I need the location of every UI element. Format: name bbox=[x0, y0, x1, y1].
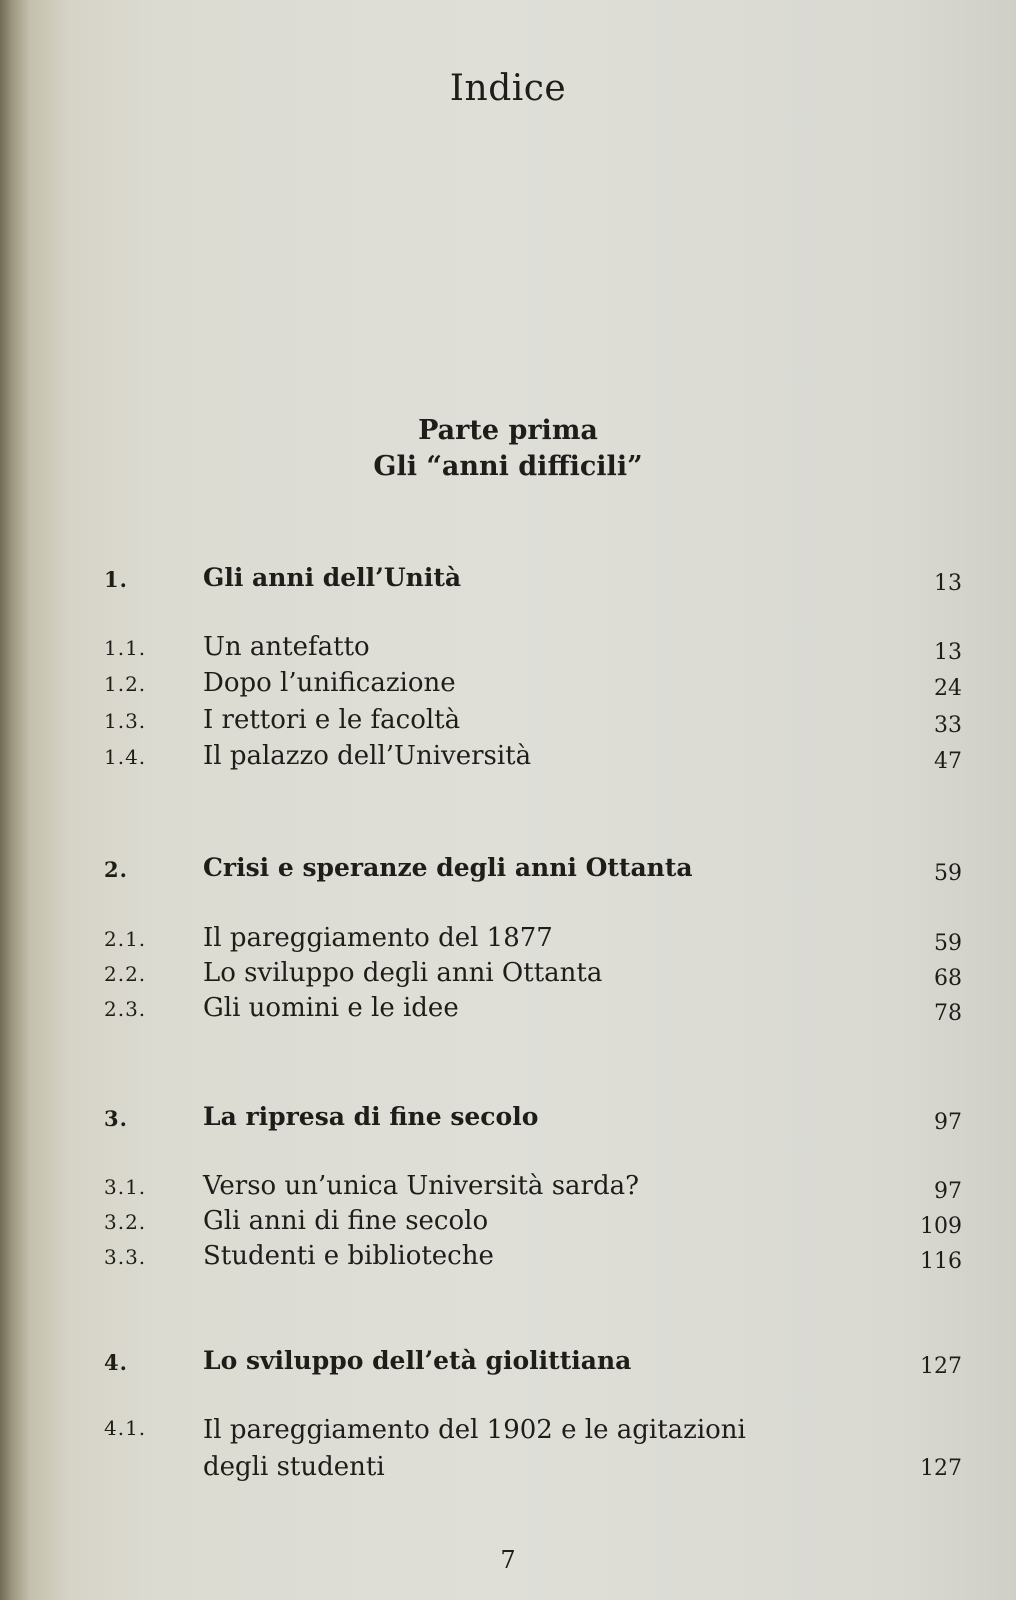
toc-chapter[interactable] bbox=[0, 1346, 1016, 1382]
section-title: Dopo l’unificazione bbox=[203, 668, 456, 698]
section-number: 2.3. bbox=[104, 997, 147, 1021]
part-label: Parte prima bbox=[418, 415, 598, 446]
page-number: 97 bbox=[934, 1110, 962, 1135]
chapter-title: Gli anni dell’Unità bbox=[203, 563, 462, 592]
page-number: 13 bbox=[934, 571, 962, 596]
page-number: 68 bbox=[934, 966, 962, 991]
toc-section[interactable] bbox=[0, 993, 1016, 1029]
section-number: 1.3. bbox=[104, 709, 147, 733]
toc-chapter[interactable] bbox=[0, 563, 1016, 599]
section-title: Gli anni di fine secolo bbox=[203, 1206, 489, 1236]
section-number: 3.2. bbox=[104, 1210, 147, 1234]
page-number: 33 bbox=[934, 713, 962, 738]
section-number: 1.4. bbox=[104, 745, 147, 769]
section-title: Gli uomini e le idee bbox=[203, 993, 459, 1023]
page-number: 78 bbox=[934, 1001, 962, 1026]
section-number: 3.3. bbox=[104, 1245, 147, 1269]
toc-section[interactable] bbox=[0, 958, 1016, 994]
section-title: Il pareggiamento del 1877 bbox=[203, 923, 553, 953]
chapter-title: Crisi e speranze degli anni Ottanta bbox=[203, 853, 693, 882]
section-number: 1.2. bbox=[104, 672, 147, 696]
toc-section[interactable] bbox=[0, 1206, 1016, 1242]
section-title: Il pareggiamento del 1902 e le agitazioni degli studenti bbox=[203, 1415, 746, 1482]
section-title: Il palazzo dell’Università bbox=[203, 741, 532, 771]
page-number: 59 bbox=[934, 861, 962, 886]
section-title: Un antefatto bbox=[203, 632, 370, 662]
toc-chapter[interactable] bbox=[0, 853, 1016, 889]
chapter-title: La ripresa di fine secolo bbox=[203, 1102, 539, 1131]
section-title: Verso un’unica Università sarda? bbox=[203, 1171, 640, 1201]
page-number: 127 bbox=[920, 1456, 962, 1481]
chapter-number: 4. bbox=[104, 1350, 128, 1375]
toc-section[interactable] bbox=[0, 668, 1016, 704]
page-number: 13 bbox=[934, 640, 962, 665]
toc-section[interactable] bbox=[0, 705, 1016, 741]
page-number: 47 bbox=[934, 749, 962, 774]
section-number: 3.1. bbox=[104, 1175, 147, 1199]
page-folio: 7 bbox=[500, 1546, 516, 1574]
section-title: Lo sviluppo degli anni Ottanta bbox=[203, 958, 603, 988]
page-number: 59 bbox=[934, 931, 962, 956]
section-number: 1.1. bbox=[104, 636, 147, 660]
page-number: 24 bbox=[934, 676, 962, 701]
chapter-number: 3. bbox=[104, 1106, 128, 1131]
section-title: Studenti e biblioteche bbox=[203, 1241, 494, 1271]
chapter-number: 1. bbox=[104, 567, 128, 592]
chapter-title: Lo sviluppo dell’età giolittiana bbox=[203, 1346, 632, 1375]
page-number: 116 bbox=[920, 1249, 962, 1274]
toc-section[interactable] bbox=[0, 632, 1016, 668]
toc-section[interactable] bbox=[0, 923, 1016, 959]
toc-section[interactable] bbox=[0, 1241, 1016, 1277]
section-number: 2.2. bbox=[104, 962, 147, 986]
toc-section[interactable] bbox=[0, 741, 1016, 777]
toc-section[interactable] bbox=[0, 1412, 1016, 1488]
toc-chapter[interactable] bbox=[0, 1102, 1016, 1138]
page-title: Indice bbox=[449, 68, 567, 110]
page-number: 127 bbox=[920, 1354, 962, 1379]
section-title: I rettori e le facoltà bbox=[203, 705, 461, 735]
toc-section[interactable] bbox=[0, 1171, 1016, 1207]
part-title: Gli “anni difficili” bbox=[373, 451, 643, 482]
page-number: 97 bbox=[934, 1179, 962, 1204]
page-number: 109 bbox=[920, 1214, 962, 1239]
section-number: 4.1. bbox=[104, 1416, 147, 1440]
chapter-number: 2. bbox=[104, 857, 128, 882]
section-number: 2.1. bbox=[104, 927, 147, 951]
